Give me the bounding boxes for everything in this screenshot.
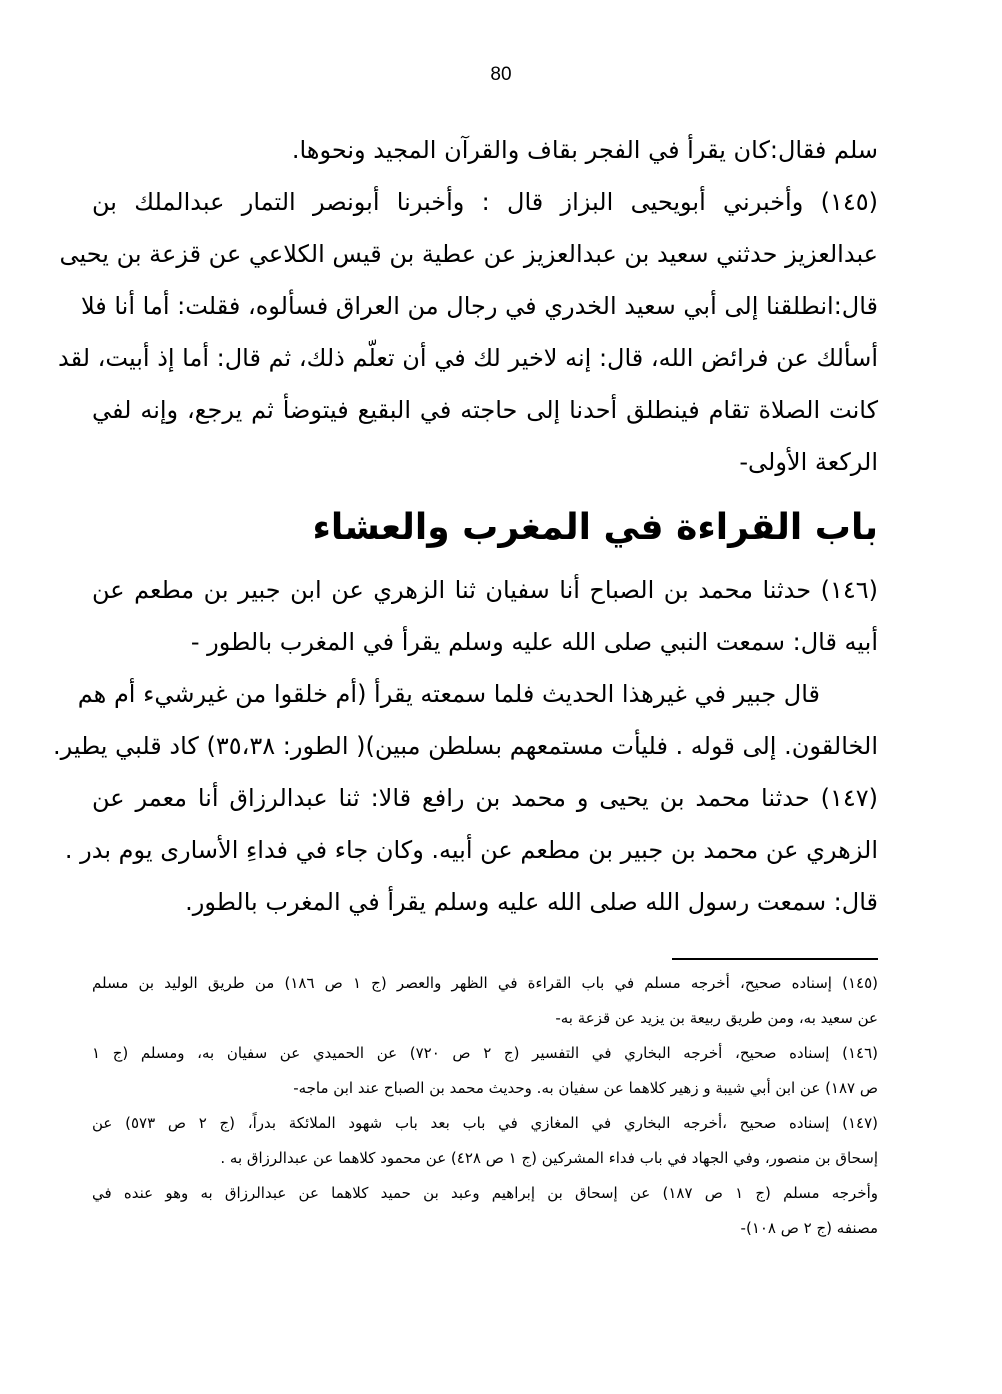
footnote-separator (672, 958, 878, 960)
footnote-line: ص ١٨٧) عن ابن أبي شيبة و زهير كلاهما عن سفيان به. وحديث محمد بن الصباح عند ابن ماجه- (293, 1079, 878, 1097)
footnote-line: مصنفه (ج ٢ ص ١٠٨)- (740, 1219, 878, 1237)
footnote-line: (١٤٥) إسناده صحيح، أخرجه مسلم في باب القراءة في الظهر والعصر (ج ١ ص ١٨٦) من طريق الوليد بن مسلم (92, 974, 878, 992)
text-line: الخالقون. إلى قوله . فليأت مستمعهم بسلطن مبين)( الطور: ٣٥،٣٨) كاد قلبي يطير. (53, 732, 878, 760)
footnote-line: (١٤٦) إسناده صحيح، أخرجه البخاري في التفسير (ج ٢ ص ٧٢٠) عن الحميدي عن سفيان به، ومسلم (ج ١ (92, 1044, 879, 1062)
footnote-line: عن سعيد به، ومن طريق ربيعة بن يزيد عن قزعة به- (555, 1009, 878, 1027)
text-line: الركعة الأولى- (739, 448, 878, 476)
page-number: 80 (490, 64, 512, 85)
footnote-line: (١٤٧) إسناده صحيح ،أخرجه البخاري في المغازي في باب بعد باب شهود الملائكة بدراً، (ج ٢ ص ٥٧٣) عن (92, 1114, 878, 1132)
main-text (53, 124, 878, 928)
footnote-line: وأخرجه مسلم (ج ١ ص ١٨٧) عن إسحاق بن إبراهيم وعبد بن حميد كلاهما عن عبدالرزاق به وهو عنده في (92, 1184, 878, 1202)
text-line: قال جبير في غيرهذا الحديث فلما سمعته يقرأ (أم خلقوا من غيرشيء أم هم (77, 680, 820, 708)
footnotes (92, 966, 878, 1246)
text-line: الزهري عن محمد بن جبير بن مطعم عن أبيه. وكان جاء في فداءِ الأسارى يوم بدر . (64, 836, 878, 864)
text-line: كانت الصلاة تقام فينطلق أحدنا إلى حاجته في البقيع فيتوضأ ثم يرجع، وإنه لفي (92, 396, 878, 424)
text-line: أسألك عن فرائض الله، قال: إنه لاخير لك في أن تعلّم ذلك، ثم قال: أما إذ أبيت، لقد (57, 344, 878, 372)
text-line: (١٤٧) حدثنا محمد بن يحيى و محمد بن رافع قالا: ثنا عبدالرزاق أنا معمر عن (92, 784, 878, 812)
text-line: أبيه قال: سمعت النبي صلى الله عليه وسلم يقرأ في المغرب بالطور - (190, 628, 878, 656)
text-line: (١٤٦) حدثنا محمد بن الصباح أنا سفيان ثنا الزهري عن ابن جبير بن مطعم عن (92, 576, 878, 604)
text-line: سلم فقال:كان يقرأ في الفجر بقاف والقرآن المجيد ونحوها. (291, 136, 878, 164)
text-line: عبدالعزيز حدثني سعيد بن عبدالعزيز عن عطية بن قيس الكلاعي عن قزعة بن يحيى (59, 240, 878, 268)
footnote-line: إسحاق بن منصور، وفي الجهاد في باب فداء المشركين (ج ١ ص ٤٢٨) عن محمود كلاهما عن عبدالرزاق به . (220, 1149, 878, 1167)
text-line: قال:انطلقنا إلى أبي سعيد الخدري في رجال من العراق فسألوه، فقلت: أما أنا فلا (80, 292, 878, 320)
text-line: (١٤٥) وأخبرني أبويحيى البزاز قال : وأخبرنا أبونصر التمار عبدالملك بن (92, 188, 878, 216)
section-heading: باب القراءة في المغرب والعشاء (312, 507, 878, 548)
text-line: قال: سمعت رسول الله صلى الله عليه وسلم يقرأ في المغرب بالطور. (185, 888, 878, 916)
